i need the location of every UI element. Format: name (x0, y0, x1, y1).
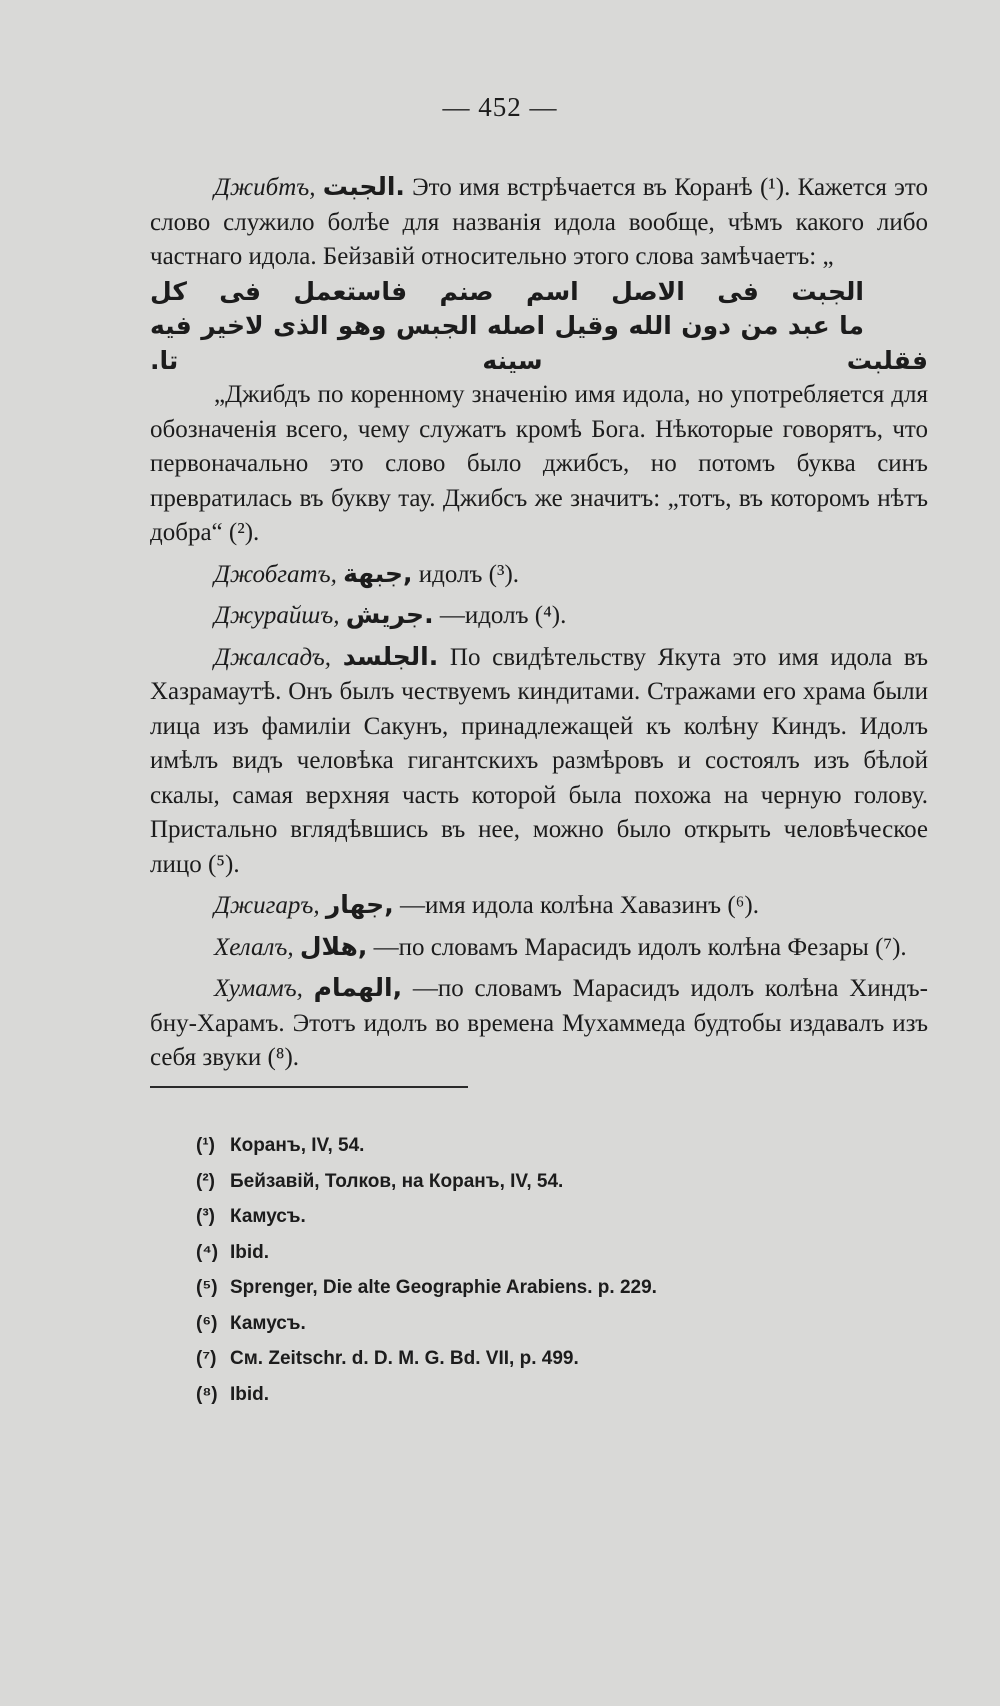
main-text (150, 170, 928, 1076)
footnote-text: Камусъ. (230, 1312, 306, 1334)
footnote-marker: (³) (196, 1206, 215, 1227)
footnote-text: Коранъ, IV, 54. (230, 1135, 365, 1156)
footnote-marker: (⁵) (196, 1277, 218, 1298)
footnote-marker: (⁷) (196, 1348, 217, 1369)
entry-helal (150, 930, 928, 966)
entry-arabic: الجبت. (322, 172, 405, 201)
footnote-marker: (⁸) (196, 1383, 218, 1405)
arabic-quote-line-1: الجبت فى الاصل اسم صنم فاستعمل فى كل (150, 276, 864, 306)
entry-term: Джигаръ, (214, 892, 320, 919)
entry-text: Это имя встрѣчается въ Коранѣ (¹). Кажется это слово служило болѣе для названія идола вообще, чѣмъ какого либо частнаго идола. Бейзавій относительно этого слова замѣчаетъ: „ (150, 174, 928, 270)
entry-term: Хелалъ, (214, 933, 294, 961)
entry-term: Джалсадъ, (214, 643, 332, 671)
footnote-text: Камусъ. (230, 1206, 306, 1227)
entry-arabic: جبهة, (343, 558, 413, 588)
entry-term: Джобгатъ, (214, 560, 337, 588)
entry-text: идолъ (³). (418, 560, 520, 588)
footnote-text: Бейзавій, Толков, на Коранъ, IV, 54. (230, 1170, 564, 1192)
entry-text: По свидѣтельству Якута это имя идола въ Хазрамаутѣ. Онъ былъ чествуемъ киндитами. Стражами его храма были лица изъ фамиліи Сакунъ, принадлежащей къ колѣну Киндъ. Идолъ имѣлъ видъ человѣка гигантскихъ размѣровъ и состоялъ изъ бѣлой скалы, самая верхняя часть которой была похожа на черную голову. Пристально вглядѣвшись въ нее, можно было открыть человѣческое лицо (⁵). (150, 643, 929, 878)
entry-text: —идолъ (⁴). (439, 602, 567, 629)
entry-text: —имя идола колѣна Хавазинъ (⁶). (399, 892, 759, 919)
footnote-text: Ibid. (230, 1241, 270, 1263)
footnote-text: См. Zeitschr. d. D. M. G. Bd. VII, p. 499. (230, 1348, 579, 1369)
entry-jalsad (150, 640, 928, 883)
entry-humam (150, 971, 928, 1076)
page-number: — 452 — (442, 92, 558, 122)
footnote-item (196, 1235, 836, 1271)
footnote-item (196, 1270, 836, 1306)
footnote-item (196, 1377, 836, 1413)
footnote-marker: (⁴) (196, 1241, 219, 1263)
entry-term: Джурайшъ, (214, 602, 340, 629)
entry-arabic: الهمام, (313, 973, 403, 1002)
entry-term: Хумамъ, (214, 975, 303, 1002)
footnote-item (196, 1306, 836, 1342)
entry-arabic: جهار, (325, 890, 394, 919)
footnote-marker: (¹) (196, 1135, 215, 1156)
entry-jigar (150, 888, 928, 924)
footnote-divider (150, 1086, 468, 1088)
entry-arabic: الجلسد. (342, 641, 439, 671)
entry-jobgat (150, 557, 928, 593)
footnote-item (196, 1199, 836, 1235)
footnote-item (196, 1164, 836, 1200)
footnote-item (196, 1341, 836, 1377)
entry-text: —по словамъ Марасидъ идолъ колѣна Фезары (⁷). (373, 933, 907, 961)
entry-arabic: هلال, (299, 931, 368, 961)
footnotes (196, 1128, 836, 1412)
entry-translation: „Джибдъ по коренному значенію имя идола, но употребляется для обозначенія всего, чему служатъ кромѣ Бога. Нѣкоторые говорятъ, что первоначально это слово было джибсъ, но потомъ буква синъ превратилась въ букву тау. Джибсъ же значитъ: „тотъ, въ которомъ нѣтъ добра“ (²). (150, 381, 928, 546)
entry-jibt (150, 170, 928, 378)
footnote-text: Ibid. (230, 1383, 270, 1405)
entry-text: —по словамъ Марасидъ идолъ колѣна Хиндъ-бну-Харамъ. Этотъ идолъ во времена Мухаммеда будтобы издавалъ изъ себя звуки (⁸). (150, 975, 929, 1071)
footnote-item (196, 1128, 836, 1164)
footnote-marker: (²) (196, 1170, 215, 1192)
footnote-marker: (⁶) (196, 1312, 218, 1334)
arabic-quote-line-2: ما عبد من دون الله وقيل اصله الجبس وهو الذى لاخير فيه فقلبت سينه تا. (150, 311, 928, 375)
footnote-text: Sprenger, Die alte Geographie Arabiens. p. 229. (230, 1277, 657, 1298)
entry-juraysh (150, 598, 928, 634)
entry-term: Джибтъ, (214, 174, 316, 201)
entry-arabic: جريش. (345, 600, 434, 629)
